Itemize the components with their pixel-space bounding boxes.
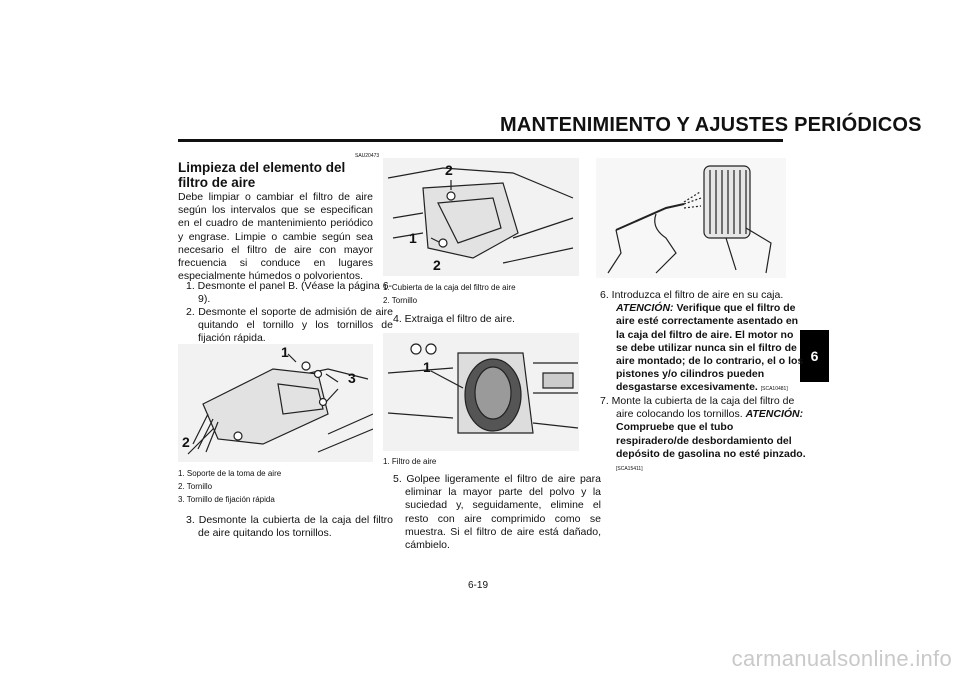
callout-2-bottom: 2 (433, 257, 441, 273)
callout-2: 2 (182, 434, 190, 450)
page-number: 6-19 (468, 580, 489, 591)
section-title: Limpieza del elemento del filtro de aire (178, 160, 346, 190)
intro-paragraph: Debe limpiar o cambiar el filtro de aire según los intervalos que se especifican en el cuadro de mantenimiento periódico y engrase. Limpie o cambie según sea necesario el filtro de aire con mayor frecuencia si conduce en lugares especialmente húmedos o polvorientos. (178, 191, 373, 283)
figure-air-filter-drawing (383, 333, 579, 451)
figure-compressed-air-drawing (596, 158, 786, 278)
step-6-code: [SCA10481] (760, 386, 788, 393)
step-6-warning-label: ATENCIÓN: (616, 302, 674, 315)
chapter-tab: 6 (800, 330, 829, 382)
figure-compressed-air (596, 158, 786, 278)
step-7-text: 7. Monte la cubierta de la caja del filtro de aire colocando los tornillos. (600, 395, 795, 421)
figure-filter-cover-drawing (383, 158, 579, 276)
page-header-title: MANTENIMIENTO Y AJUSTES PERIÓDICOS (500, 114, 922, 136)
step-7-warning-label: ATENCIÓN: (745, 408, 804, 421)
callout-1: 1 (409, 230, 417, 246)
figure-filter-cover (383, 158, 579, 276)
fig2-caption-2: 2. Tornillo (383, 296, 418, 305)
step-6-warning: Verifique que el filtro de aire esté correctamente asentado en la caja del filtro de aire. El motor no se debe utilizar nunca sin el filtro de aire montado; de lo contrario, el o los pistones y/o cilindros pueden desgastarse excesivamente. (616, 302, 804, 394)
figure-intake-support (178, 344, 373, 462)
step-2: 2. Desmonte el soporte de admisión de aire quitando el tornillo y los tornillos de fijación rápida. (186, 306, 393, 345)
step-7-code: [SCA15411] (616, 466, 643, 473)
header-rule (178, 139, 783, 142)
step-6-text: 6. Introduzca el filtro de aire en su caja. (600, 289, 784, 301)
fig1-caption-3: 3. Tornillo de fijación rápida (178, 495, 275, 504)
callout-2-top: 2 (445, 162, 453, 178)
figure-intake-support-drawing (178, 344, 373, 462)
step-5: 5. Golpee ligeramente el filtro de aire para eliminar la mayor parte del polvo y la suciedad y, seguidamente, elimine el resto con aire comprimido como se muestra. Si el filtro de aire está dañado, cámbielo. (393, 473, 601, 552)
callout-1: 1 (423, 359, 431, 375)
step-7-warning: Compruebe que el tubo respiradero/de desbordamiento del depósito de gasolina no esté pinzado. (616, 421, 806, 460)
fig3-caption-1: 1. Filtro de aire (383, 457, 437, 466)
watermark: carmanualsonline.info (731, 646, 952, 671)
step-3: 3. Desmonte la cubierta de la caja del filtro de aire quitando los tornillos. (186, 514, 393, 540)
figure-air-filter (383, 333, 579, 451)
callout-3: 3 (348, 370, 356, 386)
step-1: 1. Desmonte el panel B. (Véase la página 6-9). (186, 280, 393, 306)
step-7 (596, 395, 806, 476)
callout-1: 1 (281, 344, 289, 360)
section-code: SAU20473 (355, 153, 380, 159)
fig1-caption-1: 1. Soporte de la toma de aire (178, 469, 282, 478)
fig2-caption-1: 1. Cubierta de la caja del filtro de aire (383, 283, 516, 292)
step-4: 4. Extraiga el filtro de aire. (393, 313, 515, 325)
step-6 (596, 289, 806, 397)
fig1-caption-2: 2. Tornillo (178, 482, 213, 491)
